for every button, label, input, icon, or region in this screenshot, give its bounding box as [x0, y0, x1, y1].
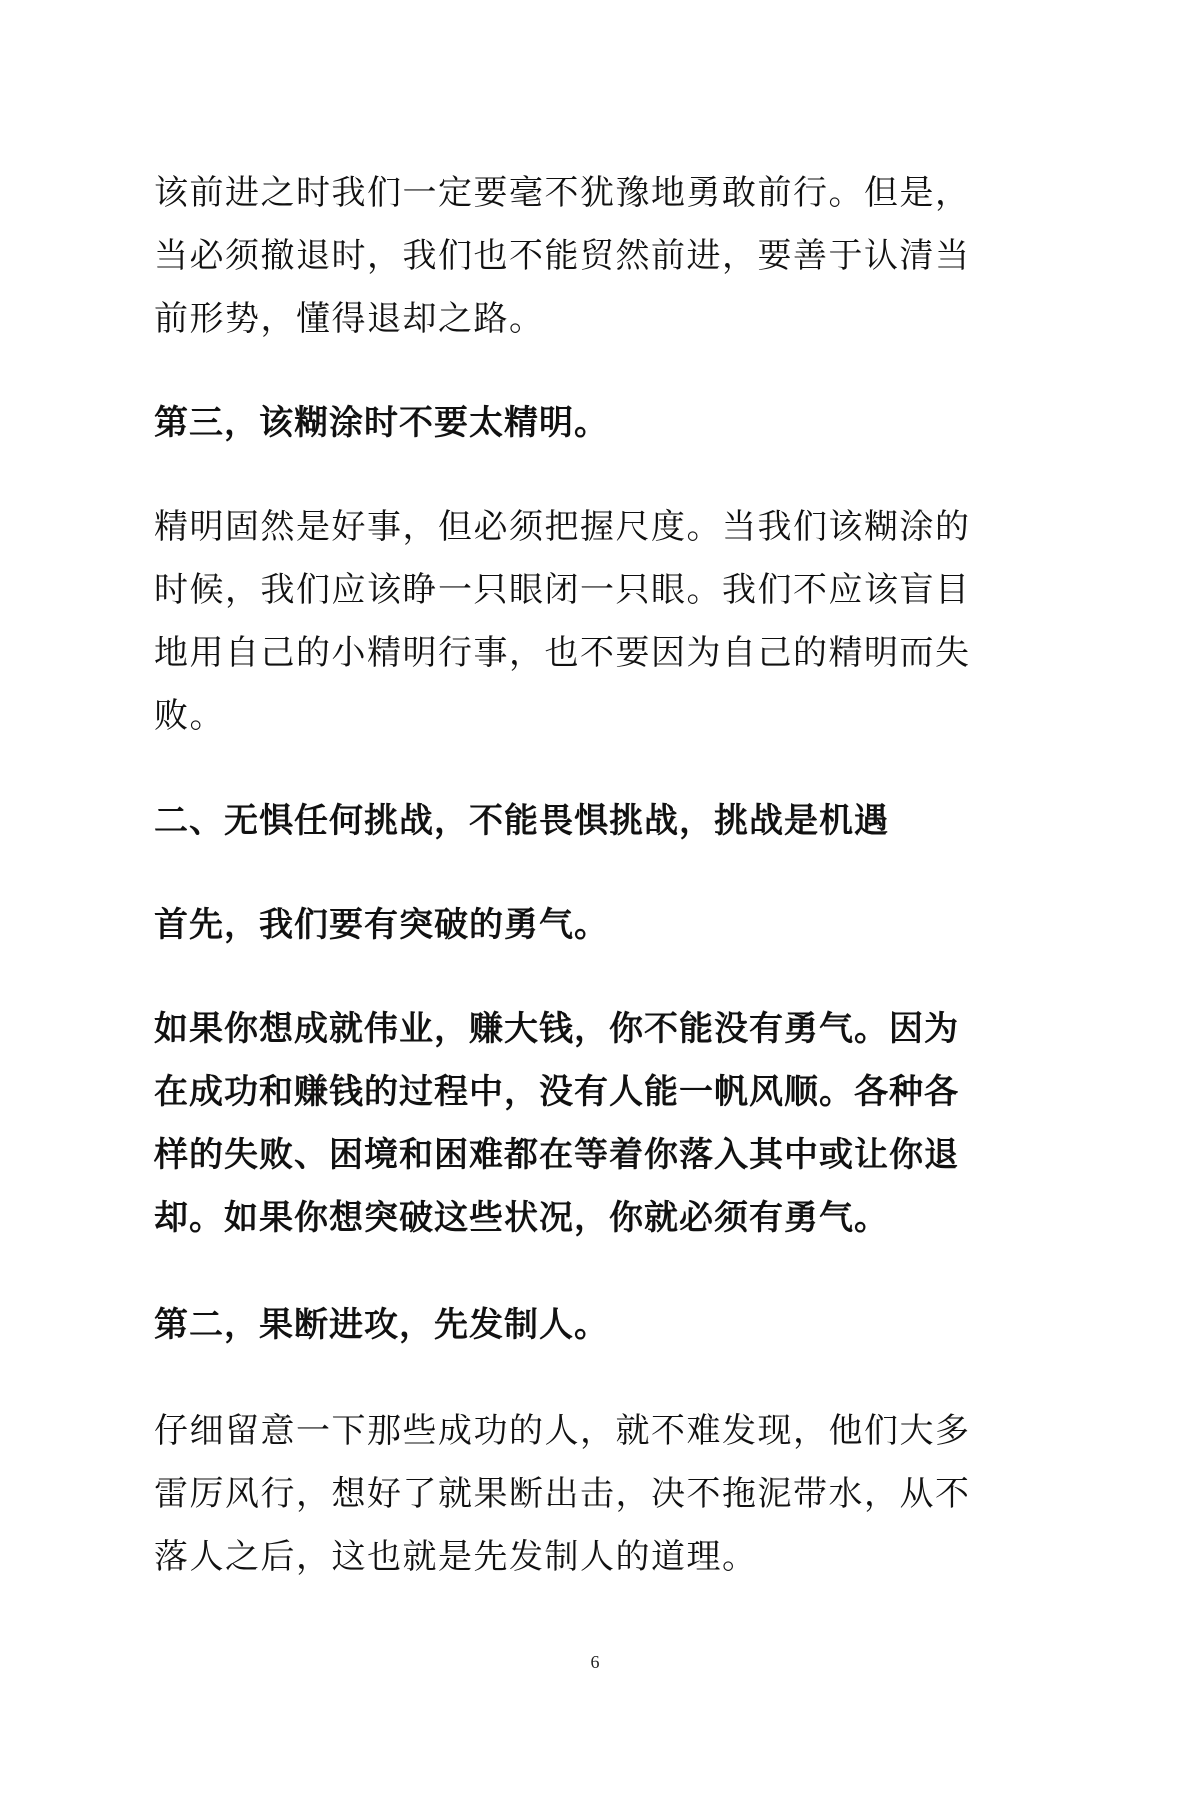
- text-line: 地用自己的小精明行事，也不要因为自己的精明而失: [154, 633, 971, 673]
- text-line: 仔细留意一下那些成功的人，就不难发现，他们大多: [154, 1411, 971, 1451]
- text-line: 二、无惧任何挑战，不能畏惧挑战，挑战是机遇: [154, 801, 889, 841]
- text-line: 却。如果你想突破这些状况，你就必须有勇气。: [154, 1198, 889, 1238]
- text-line: 在成功和赚钱的过程中，没有人能一帆风顺。各种各: [154, 1072, 959, 1112]
- text-line: 当必须撤退时，我们也不能贸然前进，要善于认清当: [154, 236, 971, 276]
- text-line: 第三，该糊涂时不要太精明。: [154, 403, 609, 443]
- text-line: 落人之后，这也就是先发制人的道理。: [154, 1537, 758, 1577]
- section-heading-two: [154, 790, 1014, 853]
- text-line: 精明固然是好事，但必须把握尺度。当我们该糊涂的: [154, 507, 971, 547]
- text-line: 时候，我们应该睁一只眼闭一只眼。我们不应该盲目: [154, 570, 971, 610]
- paragraph-shrewdness: [154, 496, 1014, 748]
- text-line: 前形势，懂得退却之路。: [154, 299, 545, 339]
- text-line: 如果你想成就伟业，赚大钱，你不能没有勇气。因为: [154, 1009, 959, 1049]
- text-line: 第二，果断进攻，先发制人。: [154, 1305, 609, 1345]
- paragraph-courage: [154, 998, 1014, 1250]
- text-line: 首先，我们要有突破的勇气。: [154, 905, 609, 945]
- text-line: 该前进之时我们一定要毫不犹豫地勇敢前行。但是，: [154, 173, 971, 213]
- subheading-first: [154, 894, 1014, 957]
- subheading-second: [154, 1294, 1014, 1357]
- page-number: 6: [590, 1652, 600, 1672]
- paragraph-decisive: [154, 1400, 1014, 1589]
- text-line: 败。: [154, 696, 225, 736]
- subheading-third: [154, 392, 1014, 455]
- paragraph-advance-retreat: [154, 162, 1014, 351]
- text-line: 样的失败、困境和困难都在等着你落入其中或让你退: [154, 1135, 959, 1175]
- text-line: 雷厉风行，想好了就果断出击，决不拖泥带水，从不: [154, 1474, 971, 1514]
